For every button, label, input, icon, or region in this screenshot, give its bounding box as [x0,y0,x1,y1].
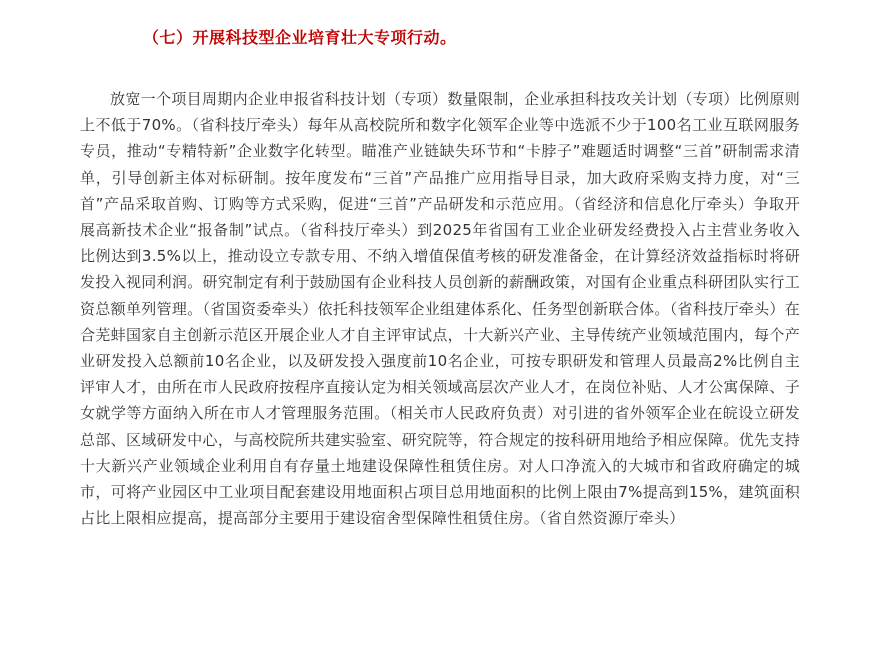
body-paragraph: 放宽一个项目周期内企业申报省科技计划（专项）数量限制，企业承担科技攻关计划（专项）比例原则上不低于70%。（省科技厅牵头）每年从高校院所和数字化领军企业等中选派不少于100名工业互联网服务专员，推动“专精特新”企业数字化转型。瞄准产业链缺失环节和“卡脖子”难题适时调整“三首”研制需求清单，引导创新主体对标研制。按年度发布“三首”产品推广应用指导目录，加大政府采购支持力度，对“三首”产品采取首购、订购等方式采购，促进“三首”产品研发和示范应用。（省经济和信息化厅牵头）争取开展高新技术企业“报备制”试点。（省科技厅牵头）到2025年省国有工业企业研发经费投入占主营业务收入比例达到3.5%以上，推动设立专款专用、不纳入增值保值考核的研发准备金，在计算经济效益指标时将研发投入视同利润。研究制定有利于鼓励国有企业科技人员创新的薪酬政策，对国有企业重点科研团队实行工资总额单列管理。（省国资委牵头）依托科技领军企业组建体系化、任务型创新联合体。（省科技厅牵头）在合芜蚌国家自主创新示范区开展企业人才自主评审试点，十大新兴产业、主导传统产业领域范围内，每个产业研发投入总额前10名企业，以及研发投入强度前10名企业，可按专职研发和管理人员最高2%比例自主评审人才，由所在市人民政府按程序直接认定为相关领域高层次产业人才，在岗位补贴、人才公寓保障、子女就学等方面纳入所在市人才管理服务范围。（相关市人民政府负责）对引进的省外领军企业在皖设立研发总部、区域研发中心，与高校院所共建实验室、研究院等，符合规定的按科研用地给予相应保障。优先支持十大新兴产业领域企业利用自有存量土地建设保障性租赁住房。对人口净流入的大城市和省政府确定的城市，可将产业园区中工业项目配套建设用地面积占项目总用地面积的比例上限由7%提高到15%，建筑面积占比上限相应提高，提高部分主要用于建设宿舍型保障性租赁住房。（省自然资源厅牵头） [80,90,800,528]
document [80,18,800,531]
section-title: （七）开展科技型企业培育壮大专项行动。 [143,28,457,47]
